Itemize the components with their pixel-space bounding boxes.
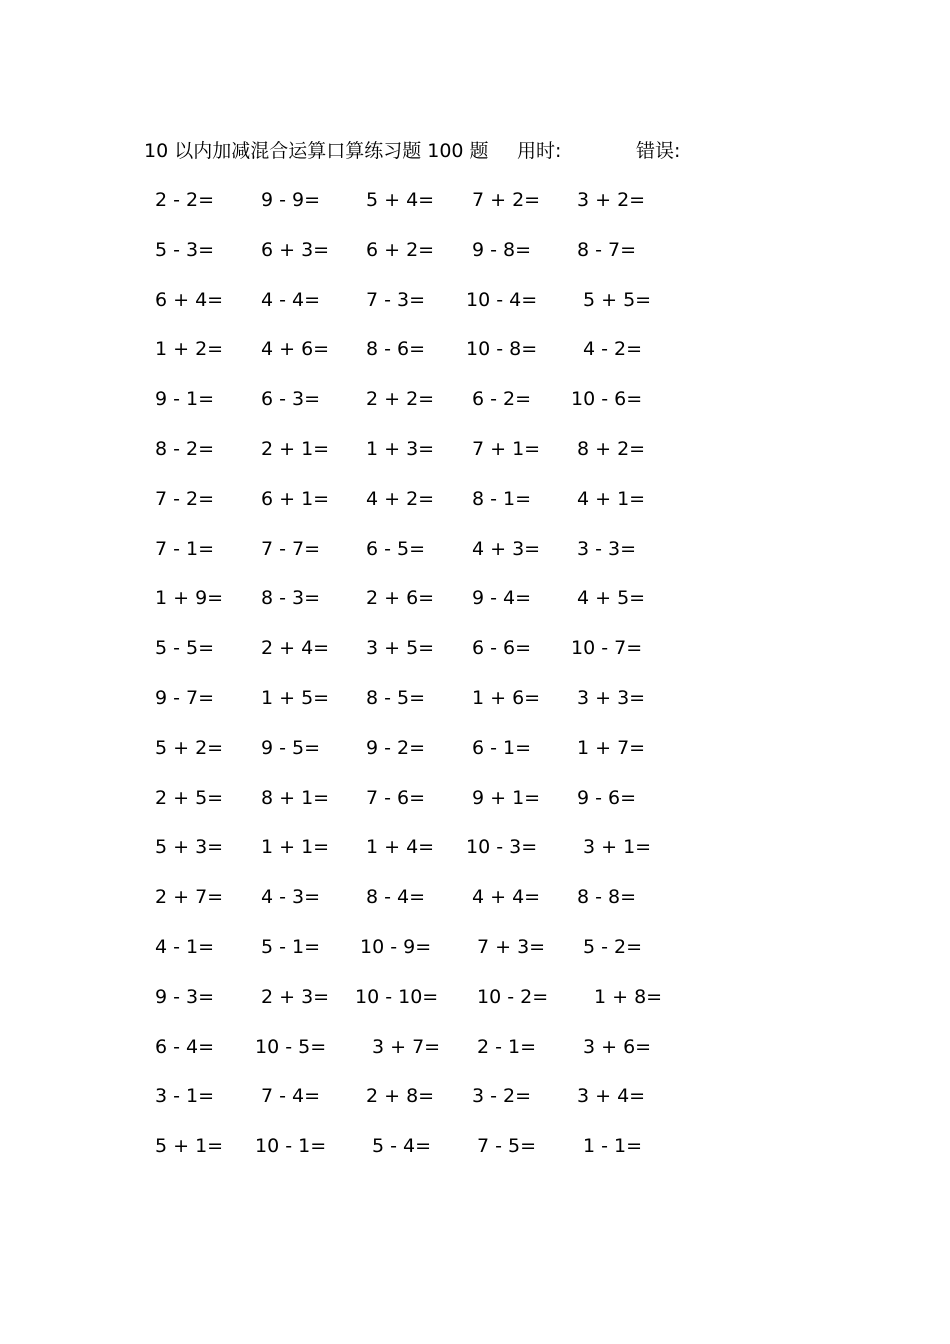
arithmetic-problem: 8 + 1= [261, 786, 330, 809]
arithmetic-problem: 4 + 4= [472, 886, 541, 909]
arithmetic-problem: 4 - 4= [261, 288, 321, 311]
arithmetic-problem: 3 + 4= [577, 1085, 646, 1108]
arithmetic-problem: 8 - 1= [472, 487, 532, 510]
arithmetic-problem: 5 + 3= [155, 836, 224, 859]
arithmetic-problem: 6 + 2= [366, 238, 435, 261]
arithmetic-problem: 10 - 5= [255, 1035, 327, 1058]
arithmetic-problem: 7 - 7= [261, 537, 321, 560]
problem-row [0, 1132, 950, 1182]
arithmetic-problem: 3 + 2= [577, 189, 646, 211]
arithmetic-problem: 1 + 9= [155, 587, 224, 610]
arithmetic-problem: 2 + 3= [261, 985, 330, 1008]
arithmetic-problem: 9 - 1= [155, 388, 215, 411]
arithmetic-problem: 5 + 2= [155, 736, 224, 759]
arithmetic-problem: 6 - 3= [261, 388, 321, 411]
problem-row [0, 335, 950, 385]
arithmetic-problem: 5 + 5= [583, 288, 652, 311]
arithmetic-problem: 2 + 1= [261, 437, 330, 460]
arithmetic-problem: 9 - 5= [261, 736, 321, 759]
arithmetic-problem: 8 - 8= [577, 886, 637, 909]
arithmetic-problem: 8 - 4= [366, 886, 426, 909]
arithmetic-problem: 3 + 7= [372, 1035, 441, 1058]
arithmetic-problem: 9 + 1= [472, 786, 541, 809]
arithmetic-problem: 5 + 4= [366, 189, 435, 211]
arithmetic-problem: 3 + 1= [583, 836, 652, 859]
arithmetic-problem: 1 + 8= [594, 985, 663, 1008]
problem-row [0, 933, 950, 983]
problem-row [0, 1082, 950, 1132]
arithmetic-problem: 2 + 2= [366, 388, 435, 411]
problem-row [0, 784, 950, 834]
arithmetic-problem: 4 + 2= [366, 487, 435, 510]
arithmetic-problem: 9 - 3= [155, 985, 215, 1008]
arithmetic-problem: 4 + 1= [577, 487, 646, 510]
problem-row [0, 435, 950, 485]
problem-row [0, 634, 950, 684]
arithmetic-problem: 4 - 1= [155, 935, 215, 958]
arithmetic-problem: 7 + 2= [472, 189, 541, 211]
arithmetic-problem: 8 - 5= [366, 686, 426, 709]
problem-row [0, 385, 950, 435]
arithmetic-problem: 7 - 6= [366, 786, 426, 809]
arithmetic-problem: 1 + 7= [577, 736, 646, 759]
arithmetic-problem: 2 + 7= [155, 886, 224, 909]
arithmetic-problem: 9 - 9= [261, 189, 321, 211]
arithmetic-problem: 9 - 7= [155, 686, 215, 709]
worksheet-header [144, 137, 844, 165]
arithmetic-problem: 6 - 2= [472, 388, 532, 411]
arithmetic-problem: 6 + 3= [261, 238, 330, 261]
arithmetic-problem: 7 - 2= [155, 487, 215, 510]
problem-row [0, 983, 950, 1033]
problem-row [0, 684, 950, 734]
problem-row [0, 485, 950, 535]
arithmetic-problem: 3 - 1= [155, 1085, 215, 1108]
arithmetic-problem: 1 + 3= [366, 437, 435, 460]
arithmetic-problem: 10 - 7= [571, 637, 643, 660]
arithmetic-problem: 8 - 6= [366, 338, 426, 361]
arithmetic-problem: 6 - 5= [366, 537, 426, 560]
arithmetic-problem: 7 + 1= [472, 437, 541, 460]
arithmetic-problem: 10 - 9= [360, 935, 432, 958]
arithmetic-problem: 5 - 5= [155, 637, 215, 660]
arithmetic-problem: 10 - 3= [466, 836, 538, 859]
arithmetic-problem: 6 + 1= [261, 487, 330, 510]
arithmetic-problem: 9 - 2= [366, 736, 426, 759]
arithmetic-problem: 4 + 6= [261, 338, 330, 361]
arithmetic-problem: 4 - 3= [261, 886, 321, 909]
arithmetic-problem: 8 + 2= [577, 437, 646, 460]
arithmetic-problem: 2 - 2= [155, 189, 215, 211]
arithmetic-problem: 3 + 5= [366, 637, 435, 660]
problem-row [0, 186, 950, 236]
arithmetic-problem: 1 - 1= [583, 1135, 643, 1158]
arithmetic-problem: 8 - 3= [261, 587, 321, 610]
arithmetic-problem: 1 + 5= [261, 686, 330, 709]
arithmetic-problem: 8 - 2= [155, 437, 215, 460]
arithmetic-problem: 10 - 2= [477, 985, 549, 1008]
arithmetic-problem: 2 - 1= [477, 1035, 537, 1058]
arithmetic-problem: 2 + 4= [261, 637, 330, 660]
arithmetic-problem: 7 + 3= [477, 935, 546, 958]
arithmetic-problem: 6 - 6= [472, 637, 532, 660]
arithmetic-problem: 7 - 4= [261, 1085, 321, 1108]
arithmetic-problem: 7 - 3= [366, 288, 426, 311]
problem-row [0, 1033, 950, 1083]
arithmetic-problem: 2 + 8= [366, 1085, 435, 1108]
arithmetic-problem: 8 - 7= [577, 238, 637, 261]
problem-row [0, 286, 950, 336]
problem-row [0, 535, 950, 585]
arithmetic-problem: 9 - 8= [472, 238, 532, 261]
arithmetic-problem: 10 - 4= [466, 288, 538, 311]
arithmetic-problem: 3 + 6= [583, 1035, 652, 1058]
arithmetic-problem: 1 + 1= [261, 836, 330, 859]
arithmetic-problem: 1 + 2= [155, 338, 224, 361]
errors-label: 错误: [636, 140, 681, 162]
arithmetic-problem: 7 - 5= [477, 1135, 537, 1158]
arithmetic-problem: 10 - 6= [571, 388, 643, 411]
arithmetic-problem: 10 - 1= [255, 1135, 327, 1158]
arithmetic-problem: 2 + 6= [366, 587, 435, 610]
arithmetic-problem: 5 + 1= [155, 1135, 224, 1158]
arithmetic-problem: 3 - 3= [577, 537, 637, 560]
problem-row [0, 883, 950, 933]
problem-row [0, 584, 950, 634]
problem-row [0, 734, 950, 784]
arithmetic-problem: 3 + 3= [577, 686, 646, 709]
arithmetic-problem: 1 + 6= [472, 686, 541, 709]
arithmetic-problem: 2 + 5= [155, 786, 224, 809]
arithmetic-problem: 10 - 10= [355, 985, 439, 1008]
arithmetic-problem: 6 + 4= [155, 288, 224, 311]
problem-row [0, 236, 950, 286]
arithmetic-problem: 5 - 3= [155, 238, 215, 261]
arithmetic-problem: 7 - 1= [155, 537, 215, 560]
arithmetic-problem: 9 - 4= [472, 587, 532, 610]
worksheet-title: 10 以内加减混合运算口算练习题 100 题 [144, 140, 489, 162]
problem-grid [0, 186, 950, 1182]
arithmetic-problem: 5 - 2= [583, 935, 643, 958]
time-used-label: 用时: [517, 140, 562, 162]
arithmetic-problem: 9 - 6= [577, 786, 637, 809]
arithmetic-problem: 4 + 5= [577, 587, 646, 610]
arithmetic-problem: 6 - 1= [472, 736, 532, 759]
arithmetic-problem: 5 - 1= [261, 935, 321, 958]
arithmetic-problem: 3 - 2= [472, 1085, 532, 1108]
arithmetic-problem: 4 + 3= [472, 537, 541, 560]
arithmetic-problem: 4 - 2= [583, 338, 643, 361]
arithmetic-problem: 6 - 4= [155, 1035, 215, 1058]
problem-row [0, 833, 950, 883]
arithmetic-problem: 5 - 4= [372, 1135, 432, 1158]
arithmetic-problem: 1 + 4= [366, 836, 435, 859]
arithmetic-problem: 10 - 8= [466, 338, 538, 361]
